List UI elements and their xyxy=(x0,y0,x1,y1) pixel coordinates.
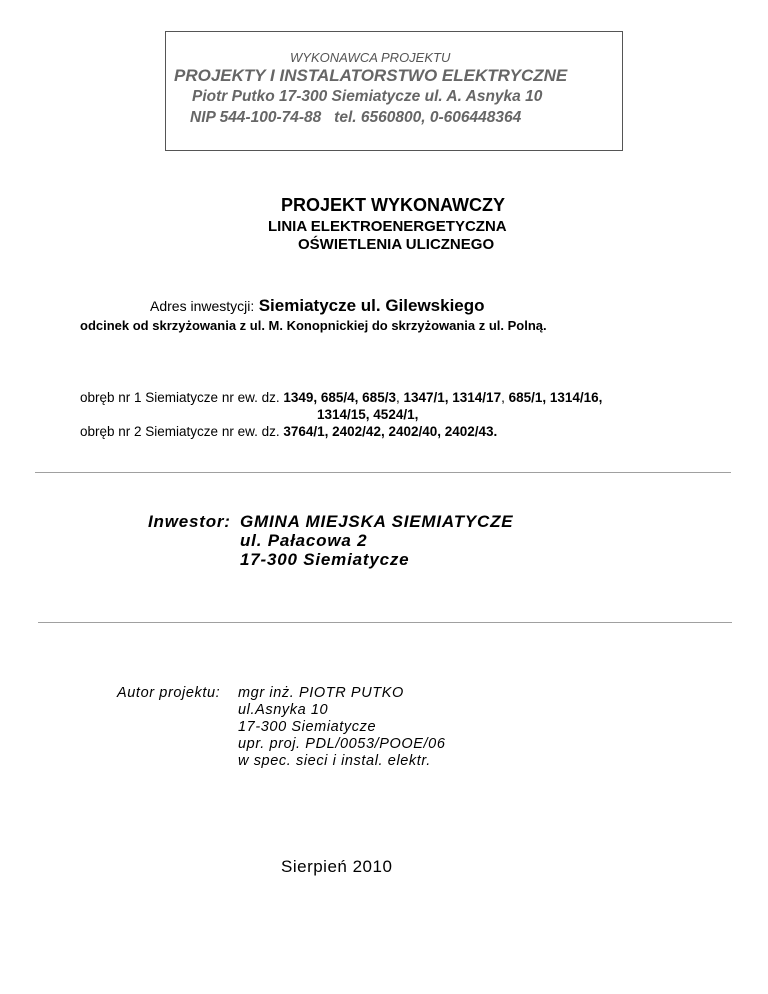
plots-row1-b: 1347/1, 1314/17 xyxy=(403,390,502,405)
plots-row2 xyxy=(80,424,497,439)
investor-city: 17-300 Siemiatycze xyxy=(240,550,410,569)
plots-row1-prefix: obręb nr 1 Siemiatycze nr ew. dz. xyxy=(80,390,280,405)
plots-row1-sep1: , xyxy=(395,390,404,405)
author-city: 17-300 Siemiatycze xyxy=(238,719,377,735)
divider-top xyxy=(35,472,731,473)
investor-name: GMINA MIEJSKA SIEMIATYCZE xyxy=(240,512,514,531)
investment-address-value: Siemiatycze ul. Gilewskiego xyxy=(258,296,485,315)
investor-label: Inwestor: xyxy=(148,512,231,531)
author-label: Autor projektu: xyxy=(117,685,221,701)
author-license: upr. proj. PDL/0053/POOE/06 xyxy=(238,736,446,752)
author-name: mgr inż. PIOTR PUTKO xyxy=(238,685,404,701)
author-street: ul.Asnyka 10 xyxy=(238,702,329,718)
project-subtitle-line2: OŚWIETLENIA ULICZNEGO xyxy=(298,236,495,253)
plots-row1-continued: 1314/15, 4524/1, xyxy=(317,407,419,422)
plots-row1-c: 685/1, 1314/16, xyxy=(508,390,603,405)
investor-street: ul. Pałacowa 2 xyxy=(240,531,368,550)
plots-row1 xyxy=(80,390,602,405)
plots-row1-a: 1349, 685/4, 685/3 xyxy=(283,390,396,405)
plots-row2-values: 3764/1, 2402/42, 2402/40, 2402/43. xyxy=(283,424,498,439)
project-subtitle-line1: LINIA ELEKTROENERGETYCZNA xyxy=(268,218,507,235)
plots-row1-sep2: , xyxy=(501,390,509,405)
contractor-nip-tel: NIP 544-100-74-88 tel. 6560800, 0-606448364 xyxy=(190,109,522,126)
author-specialty: w spec. sieci i instal. elektr. xyxy=(238,753,431,769)
plots-row2-prefix: obręb nr 2 Siemiatycze nr ew. dz. xyxy=(80,424,280,439)
investment-section: odcinek od skrzyżowania z ul. M. Konopnickiej do skrzyżowania z ul. Polną. xyxy=(80,318,547,333)
contractor-name: PROJEKTY I INSTALATORSTWO ELEKTRYCZNE xyxy=(174,66,568,85)
document-date: Sierpień 2010 xyxy=(281,857,393,876)
project-title: PROJEKT WYKONAWCZY xyxy=(281,195,506,215)
investment-address-label: Adres inwestycji: xyxy=(150,298,255,314)
investment-address xyxy=(150,296,485,316)
divider-bottom xyxy=(38,622,732,623)
contractor-label: WYKONAWCA PROJEKTU xyxy=(290,50,451,65)
contractor-address: Piotr Putko 17-300 Siemiatycze ul. A. Asnyka 10 xyxy=(192,88,543,105)
